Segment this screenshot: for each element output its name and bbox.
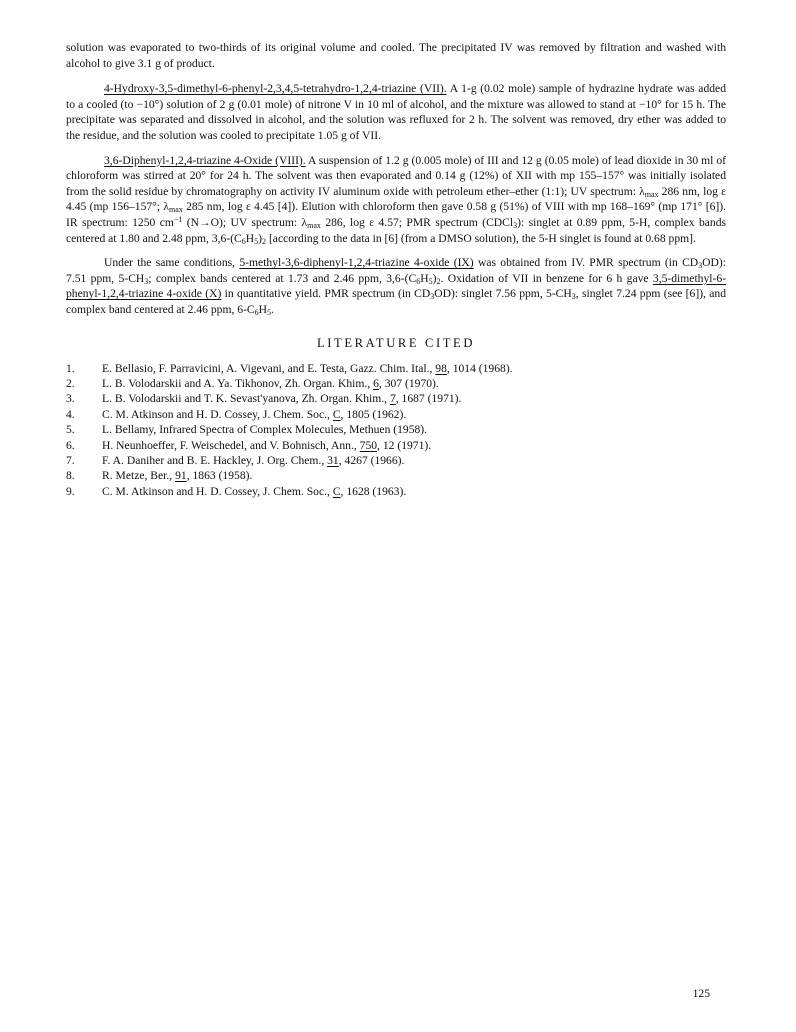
subscript-six: 6: [416, 276, 421, 286]
subscript-two: 2: [262, 236, 267, 246]
paragraph-text: OD): 7.51 ppm, 5-CH: [66, 256, 726, 285]
paragraph-text: in quantitative yield. PMR spectrum (in CD: [221, 287, 431, 301]
reference-text: [102, 361, 726, 376]
reference-text: [102, 376, 726, 391]
reference-text: [102, 453, 726, 468]
paragraph-text: was obtained from IV. PMR spectrum (in CD: [473, 256, 699, 270]
reference-citation: L. Bellamy, Infrared Spectra of Complex Molecules, Methuen (1958).: [102, 423, 428, 437]
reference-text: [102, 438, 726, 453]
page-number: 125: [692, 987, 710, 1000]
reference-volume: C: [332, 407, 341, 421]
subscript-max: max: [307, 220, 321, 230]
reference-volume: 31: [327, 453, 339, 467]
paragraph-text: H: [245, 231, 255, 245]
subscript-three: 3: [144, 276, 149, 286]
paragraph-text: ): [258, 231, 263, 245]
paragraph-compound-viii: [66, 153, 726, 247]
reference-citation: E. Bellasio, F. Parravicini, A. Vigevani, and E. Testa, Gazz. Chim. Ital.,: [102, 361, 436, 375]
paragraph-text: H: [420, 271, 429, 285]
reference-number: 1.: [66, 361, 75, 375]
compound-name-x: 3,5-dimethyl-6-phenyl-1,2,4-triazine 4-oxide (X): [66, 271, 726, 301]
reference-citation: L. B. Volodarskii and A. Ya. Tikhonov, Zh. Organ. Khim.,: [102, 376, 374, 390]
paragraph-text: solution was evaporated to two-thirds of its original volume and cooled. The precipitated IV was removed by filtration and washed with alcohol to give 3.1 g of product.: [66, 41, 726, 70]
reference-number: 6.: [66, 438, 75, 452]
paragraph-text: ): [432, 271, 437, 285]
subscript-three: 3: [430, 292, 435, 302]
reference-number: 2.: [66, 376, 75, 390]
reference-pages: , 4267 (1966).: [338, 453, 405, 467]
paragraph-text: (N→O); UV spectrum: λ: [182, 215, 308, 229]
paragraph-text: A suspension of 1.2 g (0.005 mole) of III and 12 g (0.05 mole) of lead dioxide in 30 ml of chloroform was stirred at 20° for 24 h. The solvent was then evaporated and 0.14 g (12%) of XII with mp 155–157° was initially isolated from the solid residue by chromatography on activity IV aluminum oxide with petroleum ether–ether (1:1); UV spectrum: λ: [66, 153, 726, 198]
subscript-two: 2: [436, 276, 441, 286]
subscript-five: 5: [254, 236, 259, 246]
reference-text: [102, 391, 726, 406]
reference-item: [66, 376, 726, 391]
paragraph-compound-vii: [66, 81, 726, 143]
reference-number: 8.: [66, 469, 75, 483]
paragraph-text: ; complex bands centered at 1.73 and 2.46 ppm, 3,6-(C: [148, 271, 417, 285]
reference-volume: 98: [435, 361, 447, 375]
paragraph-text: Under the same conditions,: [104, 256, 240, 270]
reference-pages: , 1863 (1958).: [186, 469, 253, 483]
subscript-three: 3: [571, 292, 576, 302]
paragraph-compounds-ix-x: [66, 255, 726, 317]
reference-item: [66, 484, 726, 499]
reference-pages: , 1687 (1971).: [395, 392, 462, 406]
reference-text: [102, 468, 726, 483]
reference-number: 7.: [66, 453, 75, 467]
reference-list: [66, 361, 726, 500]
paragraph-text: .: [271, 302, 274, 316]
reference-item: [66, 453, 726, 468]
subscript-five: 5: [267, 307, 272, 317]
reference-pages: , 307 (1970).: [378, 376, 439, 390]
paragraph-text: A 1-g (0.02 mole) sample of hydrazine hydrate was added to a cooled (to −10°) solution of 2 g (0.01 mole) of nitrone V in 10 ml of alcohol, and the mixture was allowed to stand at −10° for 15 h. The precipitate was separated and dissolved in alcohol, and the solution was refluxed for 2 h. The solvent was removed, dry ether was added to the residue, and the solution was cooled to precipitate 1.05 g of VII.: [66, 82, 726, 142]
paragraph-text: H: [258, 302, 268, 316]
reference-number: 4.: [66, 407, 75, 421]
reference-item: [66, 422, 726, 437]
reference-item: [66, 391, 726, 406]
subscript-six: 6: [254, 307, 259, 317]
paragraph-text: [according to the data in [6] (from a DMSO solution), the 5-H singlet is found at 0.68 ppm].: [266, 231, 696, 245]
paragraph-text: , singlet 7.24 ppm (see [6]), and complex band centered at 2.46 ppm, 6-C: [66, 287, 726, 316]
reference-item: [66, 438, 726, 453]
reference-number: 5.: [66, 423, 75, 437]
reference-volume: 7: [389, 392, 396, 406]
paragraph-text: 286, log ε 4.57; PMR spectrum (CDCl: [320, 215, 514, 229]
reference-citation: C. M. Atkinson and H. D. Cossey, J. Chem. Soc.,: [102, 484, 333, 498]
paragraph-text: . Oxidation of VII in benzene for 6 h gave: [440, 271, 653, 285]
reference-number: 3.: [66, 392, 75, 406]
subscript-max: max: [644, 189, 659, 199]
reference-text: [102, 407, 726, 422]
compound-heading-vii: 4-Hydroxy-3,5-dimethyl-6-phenyl-2,3,4,5-tetrahydro-1,2,4-triazine (VII).: [104, 82, 447, 96]
reference-item: [66, 407, 726, 422]
reference-citation: C. M. Atkinson and H. D. Cossey, J. Chem. Soc.,: [102, 407, 333, 421]
superscript-minus-one: −1: [173, 214, 183, 224]
reference-citation: F. A. Daniher and B. E. Hackley, J. Org. Chem.,: [102, 453, 328, 467]
paragraph-text: ): singlet at 0.89 ppm, 5-H, complex bands centered at 1.80 and 2.48 ppm, 3,6-(C: [66, 215, 727, 245]
reference-text: [102, 484, 726, 499]
reference-citation: H. Neunhoeffer, F. Weischedel, and V. Bohnisch, Ann.,: [102, 438, 360, 452]
article-body: [66, 40, 726, 499]
reference-pages: , 1805 (1962).: [340, 407, 407, 421]
reference-pages: , 1014 (1968).: [446, 361, 513, 375]
subscript-five: 5: [428, 276, 433, 286]
reference-item: [66, 361, 726, 376]
literature-cited-heading: LITERATURE CITED: [316, 335, 476, 350]
paragraph-text: 286 nm, log ε 4.45 (mp 156–157°; λ: [66, 184, 726, 214]
reference-citation: R. Metze, Ber.,: [102, 469, 176, 483]
compound-heading-viii: 3,6-Diphenyl-1,2,4-triazine 4-Oxide (VIII).: [104, 153, 306, 167]
reference-item: [66, 468, 726, 483]
subscript-three: 3: [513, 220, 518, 230]
paragraph-text: OD): singlet 7.56 ppm, 5-CH: [434, 287, 572, 301]
reference-citation: L. B. Volodarskii and T. K. Sevast'yanova, Zh. Organ. Khim.,: [102, 392, 390, 406]
subscript-three: 3: [698, 261, 703, 271]
reference-pages: , 12 (1971).: [377, 438, 432, 452]
reference-pages: , 1628 (1963).: [340, 484, 407, 498]
subscript-max: max: [168, 205, 183, 215]
reference-text: [102, 422, 726, 437]
reference-volume: 91: [175, 469, 187, 483]
compound-name-ix: 5-methyl-3,6-diphenyl-1,2,4-triazine 4-oxide (IX): [239, 256, 474, 270]
reference-volume: 750: [359, 438, 378, 452]
reference-number: 9.: [66, 484, 75, 498]
subscript-six: 6: [241, 236, 246, 246]
paragraph-text: 285 nm, log ε 4.45 [4]). Elution with chloroform then gave 0.58 g (51%) of VIII with mp 168–169° (mp 171° [6]). IR spectrum: 1250 cm: [66, 200, 726, 229]
reference-volume: C: [332, 484, 341, 498]
paragraph-continuation: [66, 40, 726, 71]
reference-volume: 6: [373, 376, 379, 390]
